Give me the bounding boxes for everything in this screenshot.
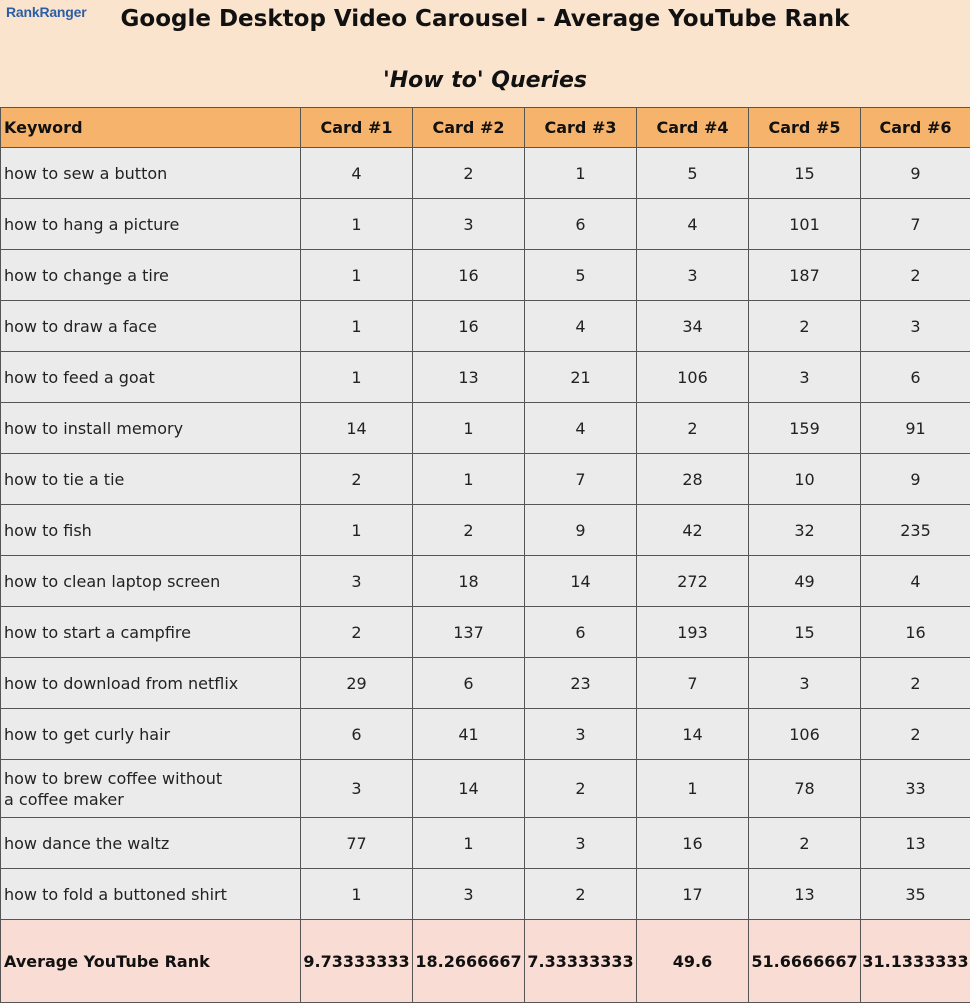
rank-value-cell: 49	[749, 556, 861, 607]
rank-value-cell: 2	[749, 818, 861, 869]
rank-value-cell: 3	[301, 760, 413, 818]
rank-value-cell: 2	[861, 658, 970, 709]
column-header-card-6: Card #6	[861, 108, 970, 148]
rank-value-cell: 18	[413, 556, 525, 607]
rank-value-cell: 2	[749, 301, 861, 352]
rank-value-cell: 1	[301, 352, 413, 403]
rank-value-cell: 16	[413, 250, 525, 301]
logo-rank-text: Rank	[6, 4, 39, 20]
table-body	[1, 148, 970, 920]
rank-value-cell: 235	[861, 505, 970, 556]
rank-value-cell: 1	[637, 760, 749, 818]
rank-value-cell: 3	[749, 658, 861, 709]
rank-table	[0, 107, 970, 1003]
rank-value-cell: 77	[301, 818, 413, 869]
rank-value-cell: 6	[861, 352, 970, 403]
rank-value-cell: 101	[749, 199, 861, 250]
column-header-card-1: Card #1	[301, 108, 413, 148]
rank-value-cell: 7	[861, 199, 970, 250]
rank-value-cell: 1	[301, 301, 413, 352]
table-summary-row	[1, 920, 970, 1003]
rank-value-cell: 2	[637, 403, 749, 454]
keyword-cell	[1, 760, 301, 818]
rank-value-cell: 193	[637, 607, 749, 658]
table-row	[1, 760, 970, 818]
rank-value-cell: 9	[861, 454, 970, 505]
rank-value-cell: 23	[525, 658, 637, 709]
keyword-cell: how to tie a tie	[1, 454, 301, 505]
keyword-cell: how to fold a buttoned shirt	[1, 869, 301, 920]
rank-value-cell: 2	[301, 454, 413, 505]
rank-value-cell: 6	[301, 709, 413, 760]
rank-value-cell: 5	[525, 250, 637, 301]
rank-value-cell: 4	[525, 301, 637, 352]
rank-value-cell: 14	[637, 709, 749, 760]
keyword-line: a coffee maker	[4, 790, 124, 809]
keyword-cell: how to get curly hair	[1, 709, 301, 760]
rank-value-cell: 3	[749, 352, 861, 403]
rank-value-cell: 159	[749, 403, 861, 454]
rank-value-cell: 41	[413, 709, 525, 760]
average-rank-cell: 31.1333333	[861, 920, 970, 1003]
rank-value-cell: 2	[413, 505, 525, 556]
rank-value-cell: 35	[861, 869, 970, 920]
page-title: Google Desktop Video Carousel - Average YouTube Rank	[0, 6, 970, 32]
table-row	[1, 250, 970, 301]
summary-label: Average YouTube Rank	[1, 920, 301, 1003]
rank-value-cell: 1	[525, 148, 637, 199]
page-header	[0, 0, 970, 108]
keyword-cell: how to draw a face	[1, 301, 301, 352]
rank-value-cell: 3	[525, 818, 637, 869]
rank-value-cell: 13	[749, 869, 861, 920]
rank-value-cell: 3	[301, 556, 413, 607]
rank-value-cell: 1	[301, 505, 413, 556]
rank-value-cell: 9	[861, 148, 970, 199]
keyword-cell: how to feed a goat	[1, 352, 301, 403]
rank-value-cell: 137	[413, 607, 525, 658]
keyword-cell: how to sew a button	[1, 148, 301, 199]
table-row	[1, 556, 970, 607]
rank-value-cell: 16	[861, 607, 970, 658]
average-rank-cell: 9.73333333	[301, 920, 413, 1003]
rank-value-cell: 3	[525, 709, 637, 760]
rank-value-cell: 6	[413, 658, 525, 709]
rank-value-cell: 2	[861, 709, 970, 760]
page-subtitle: 'How to' Queries	[0, 68, 970, 93]
rank-value-cell: 187	[749, 250, 861, 301]
rank-value-cell: 2	[301, 607, 413, 658]
rank-value-cell: 14	[301, 403, 413, 454]
rank-value-cell: 28	[637, 454, 749, 505]
rank-value-cell: 29	[301, 658, 413, 709]
rank-value-cell: 1	[301, 199, 413, 250]
column-header-card-3: Card #3	[525, 108, 637, 148]
rank-value-cell: 33	[861, 760, 970, 818]
table-row	[1, 869, 970, 920]
rank-value-cell: 91	[861, 403, 970, 454]
rank-value-cell: 2	[413, 148, 525, 199]
keyword-cell: how to clean laptop screen	[1, 556, 301, 607]
keyword-cell: how to install memory	[1, 403, 301, 454]
rank-value-cell: 4	[301, 148, 413, 199]
rank-value-cell: 106	[637, 352, 749, 403]
rank-value-cell: 2	[861, 250, 970, 301]
table-row	[1, 403, 970, 454]
rank-value-cell: 16	[637, 818, 749, 869]
rank-value-cell: 6	[525, 607, 637, 658]
rank-value-cell: 1	[413, 454, 525, 505]
rank-value-cell: 17	[637, 869, 749, 920]
rank-value-cell: 4	[525, 403, 637, 454]
rank-value-cell: 42	[637, 505, 749, 556]
table-row	[1, 658, 970, 709]
rank-value-cell: 3	[413, 199, 525, 250]
rank-value-cell: 4	[637, 199, 749, 250]
rank-value-cell: 32	[749, 505, 861, 556]
keyword-cell: how to change a tire	[1, 250, 301, 301]
rank-value-cell: 7	[637, 658, 749, 709]
column-header-card-5: Card #5	[749, 108, 861, 148]
rank-value-cell: 3	[637, 250, 749, 301]
rank-value-cell: 3	[861, 301, 970, 352]
table-row	[1, 301, 970, 352]
rank-value-cell: 1	[301, 250, 413, 301]
rank-value-cell: 21	[525, 352, 637, 403]
column-header-card-2: Card #2	[413, 108, 525, 148]
keyword-cell: how to hang a picture	[1, 199, 301, 250]
rank-value-cell: 272	[637, 556, 749, 607]
column-header-keyword: Keyword	[1, 108, 301, 148]
rank-value-cell: 3	[413, 869, 525, 920]
table-header-row	[1, 108, 970, 148]
logo-ranger-text: Ranger	[39, 4, 86, 20]
average-rank-cell: 49.6	[637, 920, 749, 1003]
table-row	[1, 709, 970, 760]
rank-value-cell: 13	[413, 352, 525, 403]
rank-value-cell: 14	[413, 760, 525, 818]
rank-value-cell: 10	[749, 454, 861, 505]
table-row	[1, 505, 970, 556]
table-row	[1, 148, 970, 199]
rank-value-cell: 2	[525, 760, 637, 818]
rank-value-cell: 6	[525, 199, 637, 250]
rank-value-cell: 1	[413, 403, 525, 454]
rank-value-cell: 4	[861, 556, 970, 607]
rank-value-cell: 7	[525, 454, 637, 505]
average-rank-cell: 51.6666667	[749, 920, 861, 1003]
keyword-line: how to brew coffee without	[4, 769, 222, 788]
table-row	[1, 199, 970, 250]
keyword-cell: how dance the waltz	[1, 818, 301, 869]
rank-value-cell: 2	[525, 869, 637, 920]
rank-value-cell: 1	[301, 869, 413, 920]
average-rank-cell: 18.2666667	[413, 920, 525, 1003]
keyword-cell: how to fish	[1, 505, 301, 556]
rank-value-cell: 15	[749, 148, 861, 199]
rank-value-cell: 15	[749, 607, 861, 658]
rank-value-cell: 14	[525, 556, 637, 607]
rank-value-cell: 5	[637, 148, 749, 199]
table-row	[1, 607, 970, 658]
rank-value-cell: 9	[525, 505, 637, 556]
rank-value-cell: 106	[749, 709, 861, 760]
table-row	[1, 454, 970, 505]
rank-value-cell: 16	[413, 301, 525, 352]
rank-value-cell: 13	[861, 818, 970, 869]
table-row	[1, 818, 970, 869]
column-header-card-4: Card #4	[637, 108, 749, 148]
rank-value-cell: 1	[413, 818, 525, 869]
keyword-cell: how to start a campfire	[1, 607, 301, 658]
keyword-cell: how to download from netflix	[1, 658, 301, 709]
rank-value-cell: 78	[749, 760, 861, 818]
rank-value-cell: 34	[637, 301, 749, 352]
table-row	[1, 352, 970, 403]
average-rank-cell: 7.33333333	[525, 920, 637, 1003]
